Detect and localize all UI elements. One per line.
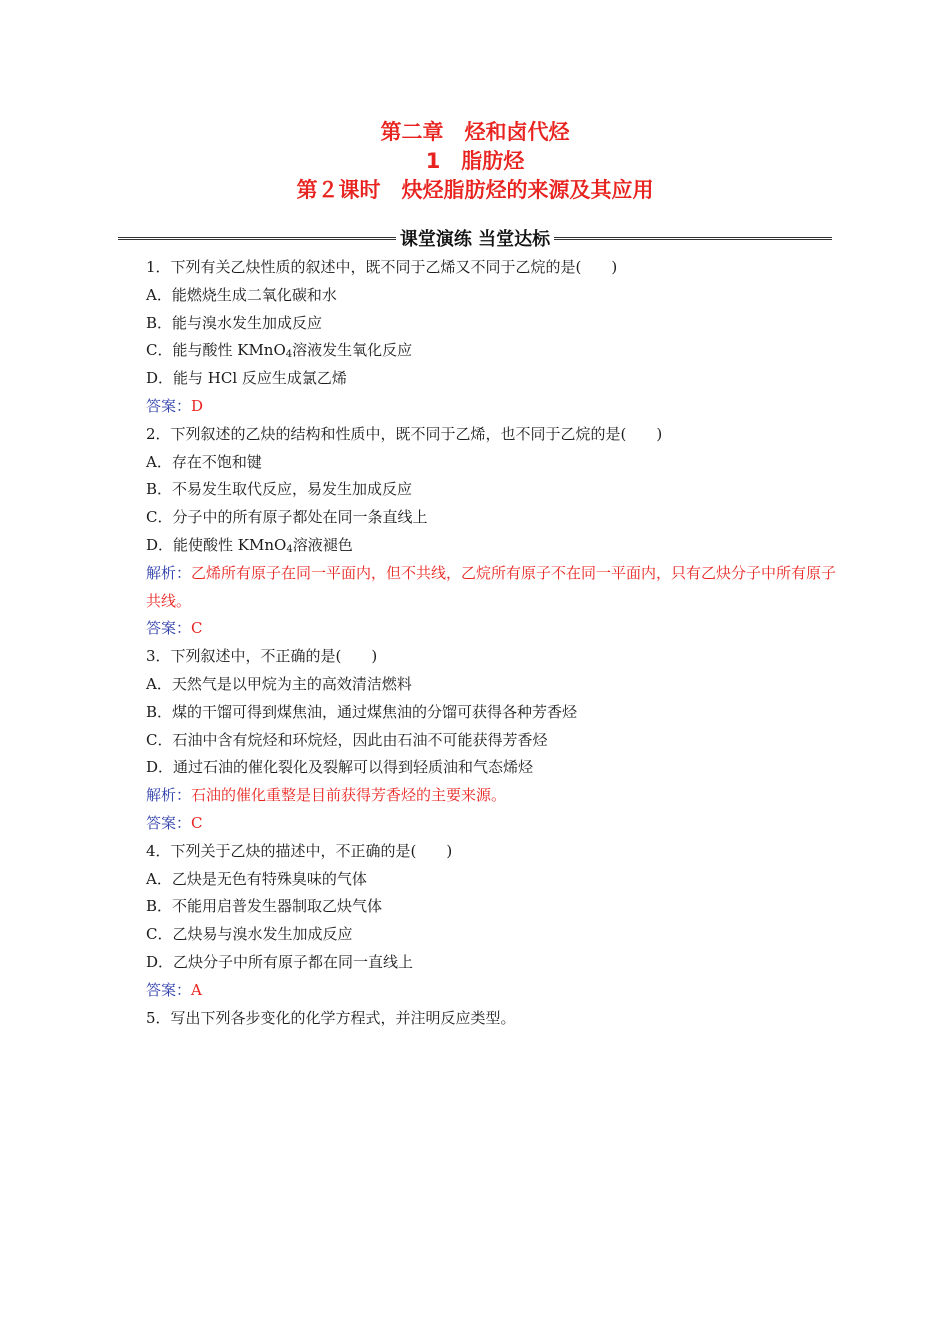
q1-option-b: B．能与溴水发生加成反应	[146, 313, 323, 332]
q2-option-b: B．不易发生取代反应，易发生加成反应	[146, 480, 413, 499]
q3-answer-label: 答案：	[146, 813, 192, 832]
section-banner	[118, 226, 832, 250]
q4-option-c: C．乙炔易与溴水发生加成反应	[146, 925, 353, 944]
q1-answer-label: 答案：	[146, 396, 192, 415]
q3-analysis-text: 石油的催化重整是目前获得芳香烃的主要来源。	[191, 786, 507, 805]
lesson-title: 第２课时 炔烃脂肪烃的来源及其应用	[296, 178, 654, 202]
title-block	[0, 118, 950, 205]
q1-option-c-text: C．能与酸性 KMnO	[146, 341, 286, 360]
q3-option-b: B．煤的干馏可得到煤焦油，通过煤焦油的分馏可获得各种芳香烃	[146, 702, 578, 721]
q2-answer	[118, 615, 840, 643]
q3-answer	[118, 810, 840, 838]
q4-answer-label: 答案：	[146, 980, 192, 999]
q1-option-c	[118, 337, 840, 365]
q3-option-d: D．通过石油的催化裂化及裂解可以得到轻质油和气态烯烃	[146, 758, 534, 777]
q1-answer-value: D	[191, 396, 204, 415]
exercise-list	[118, 254, 840, 1032]
q5-stem: 5．写出下列各步变化的化学方程式，并注明反应类型。	[146, 1008, 516, 1027]
q2-analysis-label: 解析：	[146, 563, 192, 582]
q4-answer-value: A	[191, 980, 202, 999]
banner-rule-left	[118, 237, 396, 240]
q3-option-a: A．天然气是以甲烷为主的高效清洁燃料	[146, 674, 412, 693]
q2-answer-label: 答案：	[146, 619, 192, 638]
q1-option-a: A．能燃烧生成二氧化碳和水	[146, 285, 337, 304]
q4-stem: 4．下列关于乙炔的描述中，不正确的是( )	[146, 841, 453, 860]
q2-option-d	[118, 532, 840, 560]
q1-option-c-tail: 溶液发生氧化反应	[292, 341, 413, 360]
banner-rule-right	[554, 237, 832, 240]
q3-analysis-label: 解析：	[146, 786, 192, 805]
q2-option-a: A．存在不饱和键	[146, 452, 262, 471]
banner-text: 课堂演练 当堂达标	[399, 229, 551, 250]
q3-option-c: C．石油中含有烷烃和环烷烃，因此由石油不可能获得芳香烃	[146, 730, 548, 749]
q2-option-d-tail: 溶液褪色	[292, 535, 353, 554]
q2-analysis	[118, 560, 840, 616]
q4-option-d: D．乙炔分子中所有原子都在同一直线上	[146, 952, 414, 971]
section-title: 1 脂肪烃	[425, 149, 525, 173]
q3-analysis	[118, 782, 840, 810]
q1-stem: 1．下列有关乙炔性质的叙述中，既不同于乙烯又不同于乙烷的是( )	[146, 258, 618, 276]
q4-answer	[118, 977, 840, 1005]
q4-option-a: A．乙炔是无色有特殊臭味的气体	[146, 869, 367, 888]
q3-stem: 3．下列叙述中，不正确的是( )	[146, 647, 378, 666]
q2-option-c: C．分子中的所有原子都处在同一条直线上	[146, 508, 428, 527]
q2-answer-value: C	[191, 619, 203, 638]
q3-answer-value: C	[191, 813, 203, 832]
q1-option-d: D．能与 HCl 反应生成氯乙烯	[146, 369, 347, 388]
q2-stem: 2．下列叙述的乙炔的结构和性质中，既不同于乙烯，也不同于乙烷的是( )	[146, 424, 663, 443]
q2-option-d-text: D．能使酸性 KMnO	[146, 535, 287, 554]
q1-answer	[118, 393, 840, 421]
q2-analysis-text: 乙烯所有原子在同一平面内，但不共线，乙烷所有原子不在同一平面内，只有乙炔分子中所有原子共线。	[146, 563, 837, 610]
q2-option-d-subscript: 4	[286, 543, 293, 555]
chapter-title: 第二章 烃和卤代烃	[380, 120, 570, 144]
q1-option-c-subscript: 4	[285, 349, 293, 361]
q4-option-b: B．不能用启普发生器制取乙炔气体	[146, 897, 383, 916]
